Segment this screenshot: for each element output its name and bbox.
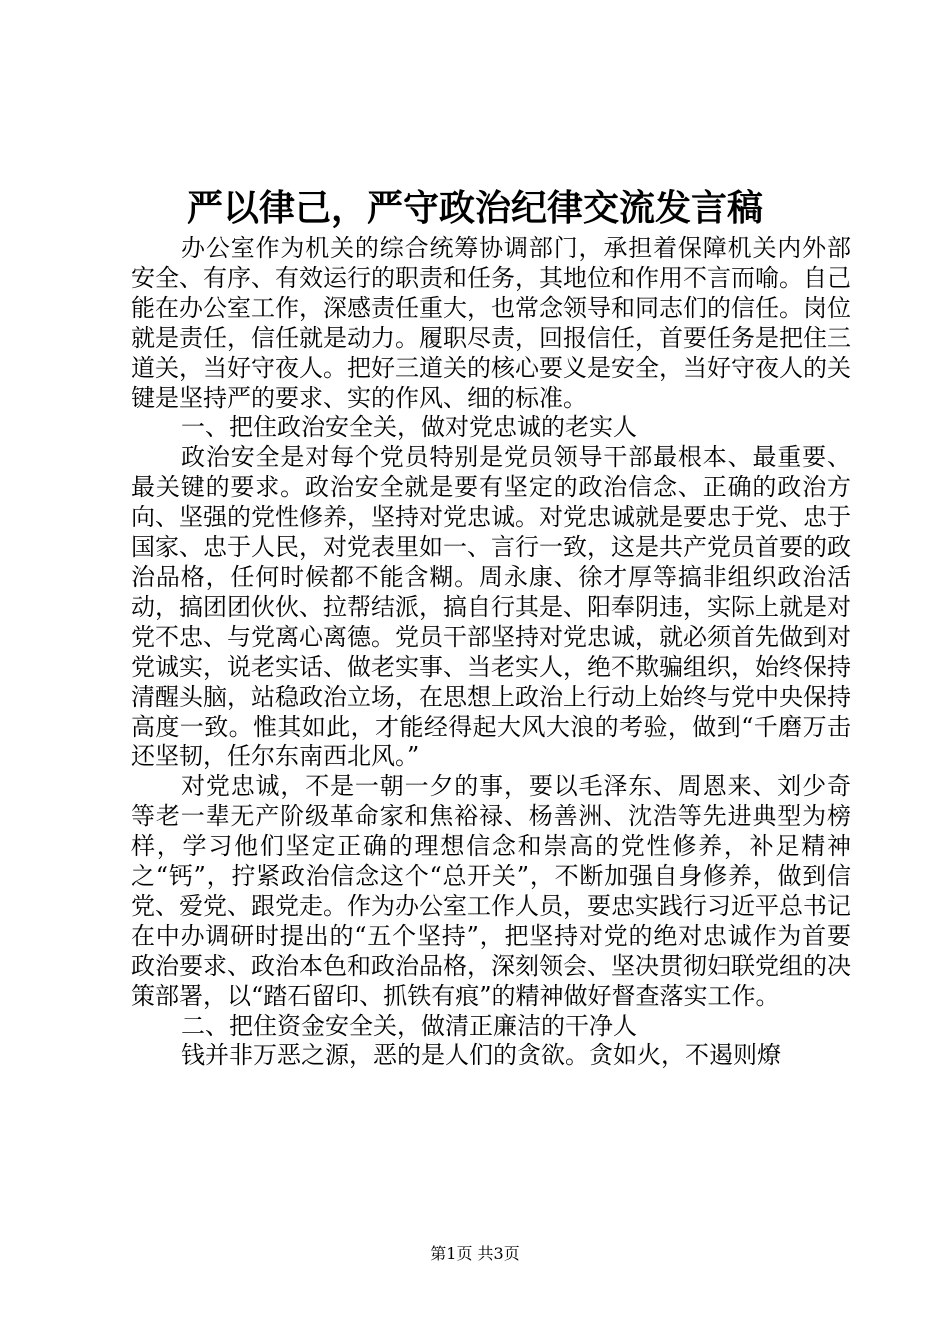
document-title: 严以律己，严守政治纪律交流发言稿 bbox=[186, 187, 763, 229]
paragraph-intro: 办公室作为机关的综合统筹协调部门，承担着保障机关内外部安全、有序、有效运行的职责和任务，其地位和作用不言而喻。自己能在办公室工作，深感责任重大，也常念领导和同志们的信任。岗位就是责任，信任就是动力。履职尽责，回报信任，首要任务是把住三道关，当好守夜人。把好三道关的核心要义是安全，当好守夜人的关键是坚持严的要求、实的作风、细的标准。 bbox=[131, 234, 851, 412]
section-heading-1: 一、把住政治安全关，做对党忠诚的老实人 bbox=[181, 413, 637, 442]
paragraph-loyalty: 对党忠诚，不是一朝一夕的事，要以毛泽东、周恩来、刘少奇等老一辈无产阶级革命家和焦裕禄、杨善洲、沈浩等先进典型为榜样，学习他们坚定正确的理想信念和崇高的党性修养，补足精神之“钙”，拧紧政治信念这个“总开关”，不断加强自身修养，做到信党、爱党、跟党走。作为办公室工作人员，要忠实践行习近平总书记在中办调研时提出的“五个坚持”，把坚持对党的绝对忠诚作为首要政治要求、政治本色和政治品格，深刻领会、坚决贯彻妇联党组的决策部署，以“踏石留印、抓铁有痕”的精神做好督查落实工作。 bbox=[131, 772, 851, 1010]
paragraph-political-safety: 政治安全是对每个党员特别是党员领导干部最根本、最重要、最关键的要求。政治安全就是要有坚定的政治信念、正确的政治方向、坚强的党性修养，坚持对党忠诚。对党忠诚就是要忠于党、忠于国家、忠于人民，对党表里如一、言行一致，这是共产党员首要的政治品格，任何时候都不能含糊。周永康、徐才厚等搞非组织政治活动，搞团团伙伙、拉帮结派，搞自行其是、阳奉阴违，实际上就是对党不忠、与党离心离德。党员干部坚持对党忠诚，就必须首先做到对党诚实，说老实话、做老实事、当老实人，绝不欺骗组织，始终保持清醒头脑，站稳政治立场，在思想上政治上行动上始终与党中央保持高度一致。惟其如此，才能经得起大风大浪的考验，做到“千磨万击还坚韧，任尔东南西北风。” bbox=[131, 443, 851, 771]
page-number-footer: 第1页 共3页 bbox=[430, 1244, 520, 1263]
document-body bbox=[131, 234, 851, 1071]
section-heading-2: 二、把住资金安全关，做清正廉洁的干净人 bbox=[181, 1011, 637, 1040]
paragraph-funds-safety: 钱并非万恶之源，恶的是人们的贪欲。贪如火，不遏则燎 bbox=[181, 1041, 781, 1070]
